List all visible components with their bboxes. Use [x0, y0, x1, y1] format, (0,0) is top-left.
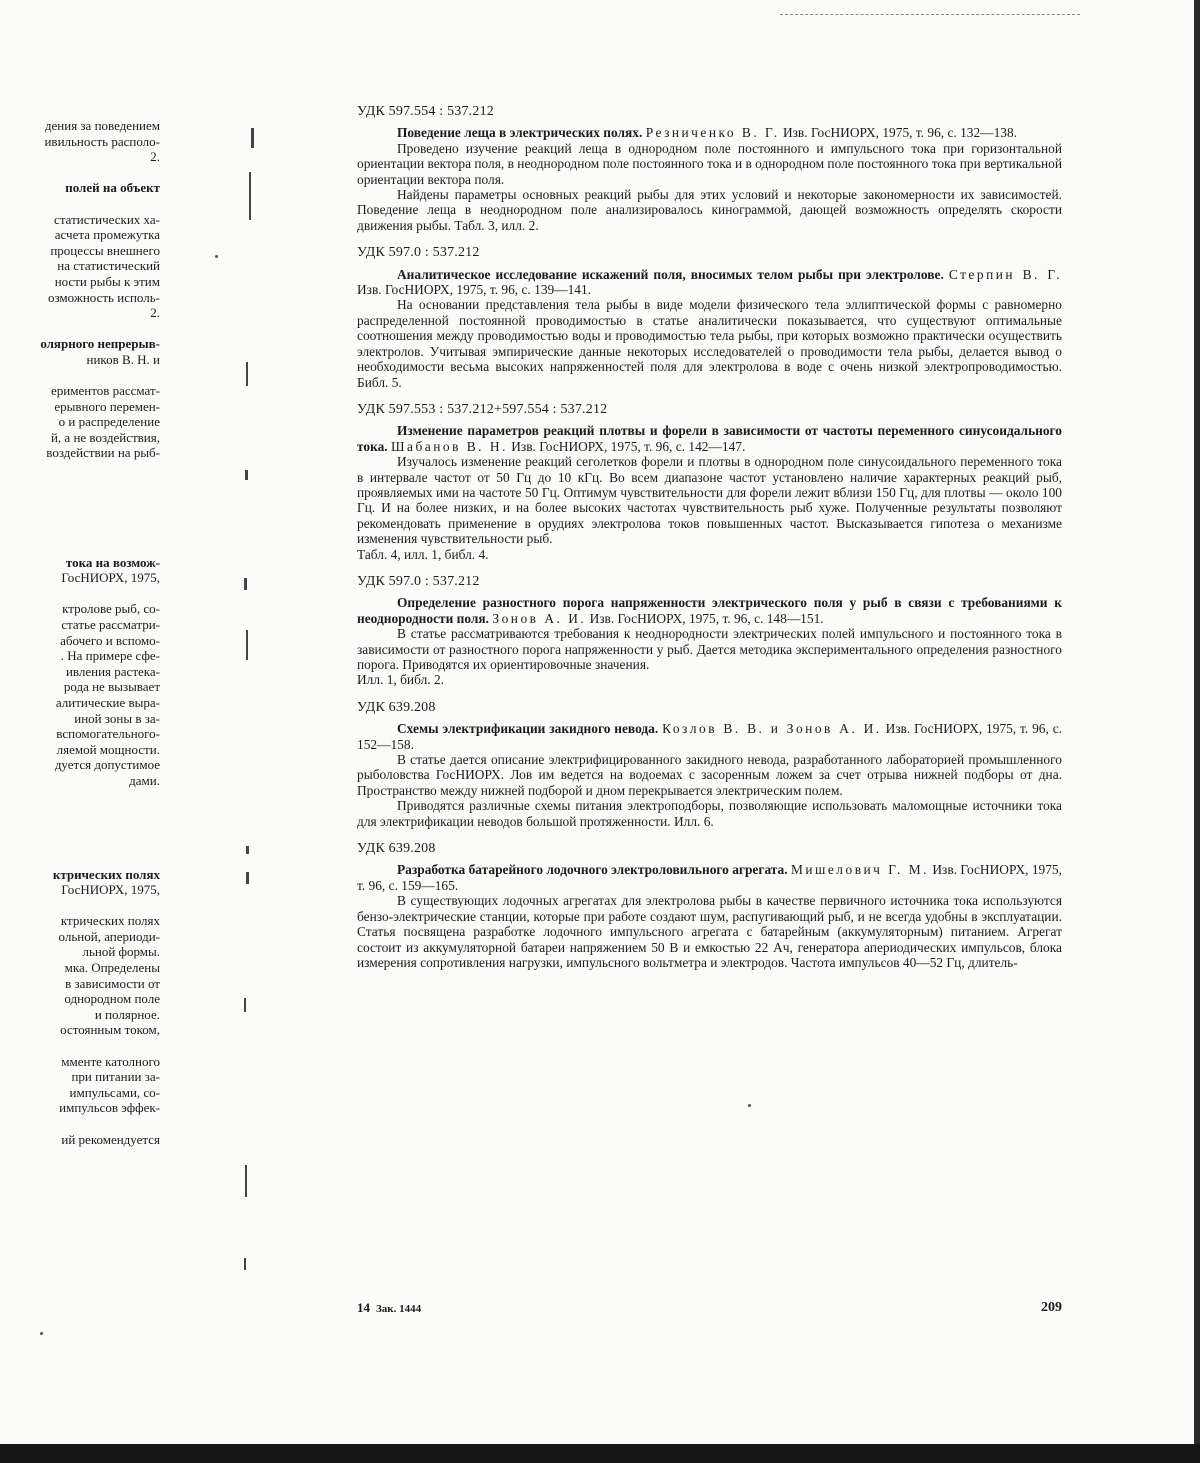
scan-mark: [245, 1165, 247, 1197]
fragment-line: импульсами, со-: [69, 1084, 160, 1100]
fragment-line: мка. Определены: [64, 960, 160, 976]
fragment-line: статистических ха-: [54, 211, 160, 227]
scan-mark: [244, 578, 247, 590]
fragment-line: 2.: [150, 149, 160, 165]
scan-mark: [246, 362, 248, 386]
fragment-line: [0, 523, 160, 539]
article-title: Определение разностного порога напряженности электрического поля у рыб в связи с требованиями к неоднородности поля.: [357, 595, 1062, 626]
article-citation: Изв. ГосНИОРХ, 1975, т. 96, с. 132—138.: [782, 125, 1018, 141]
fragment-line: льной формы.: [82, 944, 160, 960]
fragment-line: [0, 321, 160, 337]
fragment-line: ников В. Н. и: [86, 351, 160, 367]
fragment-line: [0, 586, 160, 602]
fragment-line: импульсов эффек-: [59, 1100, 160, 1116]
fragment-line: дуется допустимое: [54, 757, 160, 773]
abstract-entry: [357, 700, 1062, 829]
fragment-line: ольной, апериоди-: [58, 928, 160, 944]
scan-mark: [244, 998, 246, 1012]
abstract-heading: [357, 595, 1062, 626]
udk-code: УДК 639.208: [357, 699, 436, 715]
article-title: Изменение параметров реакций плотвы и форели в зависимости от частоты переменного синусоидального тока.: [357, 423, 1062, 454]
fragment-line: дения за поведением: [44, 118, 160, 133]
signature-number: 14: [357, 1300, 370, 1315]
fragment-line: рода не вызывает: [63, 679, 160, 695]
abstract-entry: [357, 104, 1062, 233]
scan-mark: [244, 1258, 246, 1270]
fragment-line: [0, 368, 160, 384]
abstract-paragraph: Найдены параметры основных реакций рыбы для этих условий и некоторые закономерности их зависимостей. Поведение леща в неоднородном поле анализировалось кинограммой, дающей возможность определять скорости движения рыбы. Табл. 3, илл. 2.: [357, 187, 1062, 233]
fragment-line: на статистический: [57, 258, 160, 274]
scan-mark: [246, 872, 249, 884]
article-author: Стерпин В. Г.: [948, 266, 1062, 282]
fragment-line: вспомогательного-: [56, 726, 160, 742]
article-title: Схемы электрификации закидного невода.: [397, 721, 659, 737]
abstract-paragraph: В существующих лодочных агрегатах для электролова рыбы в качестве первичного источника тока используются бензо-электрические станции, которые при работе создают шум, распугивающий рыб, и не всегда удобны в эксплуатации. Статья посвящена разработке лодочного импульсного агрегата с батарейным (аккумуляторным) питанием. Агрегат состоит из аккумуляторной батареи напряжением 50 В и емкостью 22 Ач, генератора апериодических импульсов, блока измерения сопротивления нагрузки, импульсного вольтметра и электродов. Частота импульсов 40—52 Гц, длитель-: [357, 893, 1062, 970]
scan-mark: [245, 470, 248, 480]
fragment-line: полей на объект: [65, 180, 160, 196]
fragment-line: асчета промежутка: [54, 227, 160, 243]
abstract-paragraph: Приводятся различные схемы питания электроподборы, позволяющие использовать маломощные источники тока для электрификации неводов большой протяженности. Илл. 6.: [357, 798, 1062, 829]
fragment-line: [0, 1038, 160, 1054]
abstract-heading: [357, 125, 1062, 140]
fragment-line: тока на возмож-: [65, 554, 160, 570]
article-author: Резниченко В. Г.: [645, 125, 780, 141]
scan-mark: [246, 846, 249, 854]
fragment-line: [0, 1116, 160, 1132]
fragment-line: и полярное.: [94, 1006, 160, 1022]
scan-dot: [215, 255, 218, 258]
scan-mark: [246, 630, 248, 660]
fragment-line: [0, 820, 160, 836]
fragment-line: [0, 508, 160, 524]
fragment-line: ктролове рыб, со-: [62, 601, 160, 617]
fragment-line: [0, 804, 160, 820]
fragment-line: ивильность располо-: [44, 133, 160, 149]
scan-artifact-line: [780, 14, 1080, 16]
fragment-line: ериментов рассмат-: [51, 383, 160, 399]
fragment-line: ктрических полях: [60, 913, 160, 929]
fragment-line: й, а не воздействия,: [50, 429, 160, 445]
abstract-references: Табл. 4, илл. 1, библ. 4.: [357, 546, 489, 562]
abstract-heading: [357, 423, 1062, 454]
fragment-line: [0, 789, 160, 805]
fragment-line: алитические выра-: [55, 694, 160, 710]
scan-right-edge: [1194, 0, 1200, 1463]
abstract-entry: [357, 402, 1062, 562]
fragment-line: ерывного перемен-: [54, 398, 160, 414]
fragment-line: иной зоны в за-: [74, 710, 160, 726]
fragment-line: [0, 835, 160, 851]
article-citation: Изв. ГосНИОРХ, 1975, т. 96, с. 159—165.: [357, 862, 1062, 893]
article-title: Поведение леща в электрических полях.: [397, 125, 643, 141]
fragment-line: в зависимости от: [65, 975, 160, 991]
abstract-references: Илл. 1, библ. 2.: [357, 672, 444, 688]
fragment-line: олярного непрерыв-: [40, 336, 160, 352]
udk-code: УДК 597.0 : 537.212: [357, 573, 480, 589]
article-citation: Изв. ГосНИОРХ, 1975, т. 96, с. 139—141.: [357, 282, 592, 298]
fragment-line: ктрических полях: [52, 866, 160, 882]
abstract-paragraph: На основании представления тела рыбы в виде модели физического тела эллиптической формы с равномерно распределенной постоянной проводимостью в статье аналитически показывается, что существуют оптимальные соотношения между проводимостью воды и проводимостью тела рыбы, при которых возможно практически осуществить электролов. Учитывая эмпирические данные некоторых исследователей о проводимости тела рыбы, делается вывод о необходимости весьма высоких напряженностей поля для электролова в воде с очень низкой электропроводимостью. Библ. 5.: [357, 297, 1062, 390]
article-author: Шабанов В. Н.: [391, 438, 508, 454]
abstract-paragraph: В статье рассматриваются требования к неоднородности электрических полей импульсного и постоянного тока в зависимости от разностного порога напряженности у рыб. Дается методика экспериментального определения разностного порога. Приводятся их ориентировочные значения.: [357, 626, 1062, 672]
fragment-line: ляемой мощности.: [56, 741, 160, 757]
scan-dot: [748, 1104, 751, 1107]
scan-dot: [40, 1332, 43, 1335]
scan-mark: [251, 128, 254, 148]
printer-signature: [357, 1300, 421, 1316]
article-title: Разработка батарейного лодочного электроловильного агрегата.: [397, 862, 788, 878]
udk-code: УДК 597.0 : 537.212: [357, 245, 480, 261]
fragment-line: при питании за-: [71, 1069, 160, 1085]
article-title: Аналитическое исследование искажений поля, вносимых телом рыбы при электролове.: [397, 266, 944, 282]
fragment-line: . На примере сфе-: [60, 648, 160, 664]
fragment-line: [0, 851, 160, 867]
abstract-entry: [357, 245, 1062, 390]
udk-code: УДК 639.208: [357, 841, 436, 857]
abstract-heading: [357, 267, 1062, 298]
article-citation: Изв. ГосНИОРХ, 1975, т. 96, с. 148—151.: [589, 610, 824, 626]
fragment-line: [0, 196, 160, 212]
fragment-line: воздействии на рыб-: [46, 445, 160, 461]
fragment-line: ГосНИОРХ, 1975,: [61, 570, 160, 586]
abstract-paragraph: Изучалось изменение реакций сеголетков форели и плотвы в однородном поле синусоидального переменного тока в интервале частот от 50 Гц до 10 кГц. Во всем диапазоне частот установлено наличие характерных реакций рыб, проявляемых ими на частоте 50 Гц. Оптимум чувствительности для форели лежит вблизи 150 Гц, для плотвы — около 100 Гц. И на более низких, и на более высоких частотах чувствительность рыб хуже. Полученные результаты позволяют рекомендовать применение в орудиях электролова токов повышенных частот. Высказывается гипотеза о механизме изменения чувствительности рыб.: [357, 454, 1062, 547]
article-author: Мишелович Г. М.: [790, 862, 929, 878]
fragment-line: [0, 898, 160, 914]
fragment-line: мменте католного: [61, 1053, 160, 1069]
fragment-line: ГосНИОРХ, 1975,: [61, 882, 160, 898]
abstract-entry: [357, 841, 1062, 970]
fragment-line: остоянным током,: [60, 1022, 160, 1038]
article-citation: Изв. ГосНИОРХ, 1975, т. 96, с. 142—147.: [511, 438, 746, 454]
udk-code: УДК 597.554 : 537.212: [357, 104, 494, 119]
scan-bottom-edge: [0, 1444, 1200, 1463]
fragment-line: абочего и вспомо-: [60, 632, 160, 648]
fragment-line: [0, 461, 160, 477]
abstract-paragraph: Проведено изучение реакций леща в однородном поле постоянного и импульсного тока при горизонтальной ориентации вектора поля, в неоднородном поле постоянного тока и в однородном поле постоянного тока при вертикальной ориентации вектора поля.: [357, 140, 1062, 187]
scan-mark: [249, 172, 251, 220]
abstracts-column: [357, 104, 1062, 982]
previous-page-column-fragment: [0, 118, 160, 1147]
fragment-line: ности рыбы к этим: [54, 273, 160, 289]
abstract-heading: [357, 721, 1062, 752]
fragment-line: однородном поле: [64, 991, 160, 1007]
udk-code: УДК 597.553 : 537.212+597.554 : 537.212: [357, 401, 608, 417]
fragment-line: статье рассматри-: [61, 617, 160, 632]
fragment-line: озможность исполь-: [47, 289, 160, 305]
abstract-heading: [357, 862, 1062, 893]
fragment-line: дами.: [129, 772, 160, 788]
abstract-entry: [357, 574, 1062, 688]
fragment-line: [0, 165, 160, 181]
fragment-line: [0, 539, 160, 555]
article-author: Козлов В. В. и Зонов А. И.: [662, 721, 882, 737]
fragment-line: ивления растека-: [65, 663, 160, 679]
abstract-paragraph: В статье дается описание электрифицированного закидного невода, разработанного лабораторией промышленного рыболовства ГосНИОРХ. Лов им ведется на водоемах с засоренным ложем за счет отрыва нижней подборы от дна. Пространство между нижней подборой и дном перекрывается электрическим полем.: [357, 752, 1062, 798]
order-number: Зак. 1444: [376, 1303, 422, 1315]
fragment-line: о и распределение: [58, 414, 160, 430]
fragment-line: [0, 477, 160, 493]
fragment-line: ий рекомендуется: [61, 1131, 160, 1147]
page-number: 209: [1041, 1300, 1062, 1315]
article-author: Зонов А. И.: [492, 610, 587, 626]
fragment-line: процессы внешнего: [50, 242, 160, 258]
fragment-line: 2.: [150, 305, 160, 321]
article-citation: Изв. ГосНИОРХ, 1975, т. 96, с. 152—158.: [357, 721, 1062, 752]
fragment-line: [0, 492, 160, 508]
